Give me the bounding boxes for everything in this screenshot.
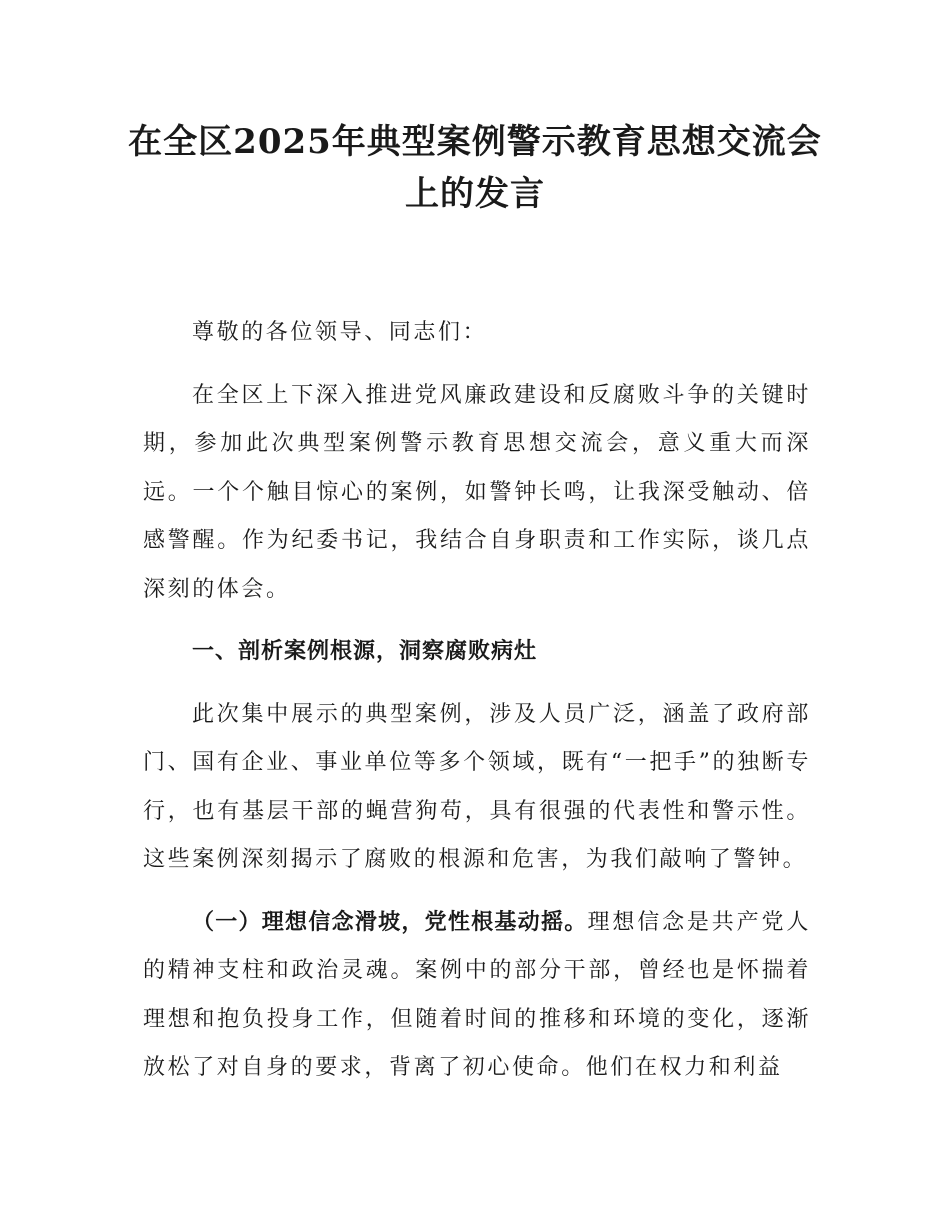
subsection-paragraph (143, 899, 811, 1093)
subsection-heading: （一）理想信念滑坡，党性根基动摇。 (192, 909, 588, 935)
salutation: 尊敬的各位领导、同志们： (192, 320, 488, 345)
intro-paragraph: 在全区上下深入推进党风廉政建设和反腐败斗争的关键时期，参加此次典型案例警示教育思想交流会，意义重大而深远。一个个触目惊心的案例，如警钟长鸣，让我深受触动、倍感警醒。作为纪委书记，我结合自身职责和工作实际，谈几点深刻的体会。 (143, 382, 811, 602)
document-body (143, 309, 811, 1107)
section-heading: 一、剖析案例根源，洞察腐败病灶 (192, 639, 538, 664)
subsection-body: 理想信念是共产党人的精神支柱和政治灵魂。案例中的部分干部，曾经也是怀揣着理想和抱负投身工作，但随着时间的推移和环境的变化，逐渐放松了对自身的要求，背离了初心使命。他们在权力和利益 (143, 909, 811, 1080)
document-title: 在全区2025年典型案例警示教育思想交流会上的发言 (128, 122, 822, 214)
section-paragraph: 此次集中展示的典型案例，涉及人员广泛，涵盖了政府部门、国有企业、事业单位等多个领域，既有“一把手”的独断专行，也有基层干部的蝇营狗苟，具有很强的代表性和警示性。这些案例深刻揭示了腐败的根源和危害，为我们敲响了警钟。 (143, 701, 811, 872)
